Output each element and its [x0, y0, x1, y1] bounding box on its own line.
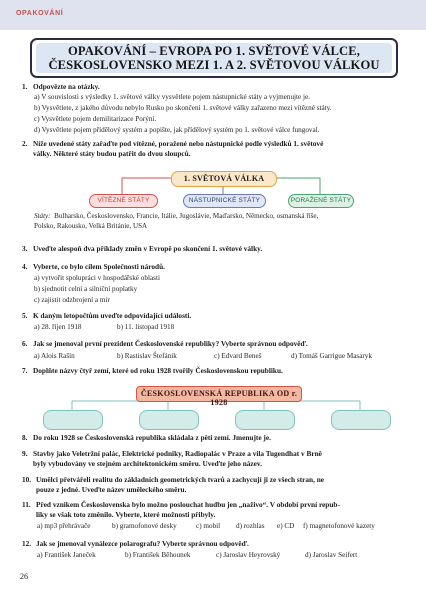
question-text-line-2: pouze z jedné. Uveďte název uměleckého směru.: [36, 485, 187, 494]
question-text-line-1: Umělci přetvářeli realitu do základních geometrických tvarů a zachycují ji ze všech stran, ne: [36, 475, 325, 484]
question-text-line-2: války. Některé státy budou patřit do dvou sloupců.: [33, 149, 191, 158]
q4-option-c: c) zajistit odzbrojení a mír: [34, 296, 110, 304]
question-number: 11.: [22, 500, 31, 509]
question-number: 5.: [22, 311, 28, 320]
q12-option-b: b) František Běhounek: [125, 551, 191, 559]
connector-winners: [122, 178, 171, 194]
question-text-line-1: Stavby jako Veletržní palác, Elektrické podniky, Radiopalác v Praze a vila Tugendhat v Brně: [33, 449, 322, 458]
question-number: 12.: [22, 539, 32, 548]
region-answer-box-1[interactable]: [43, 410, 103, 430]
question-number: 4.: [22, 262, 28, 271]
czechoslovakia-box: [136, 386, 302, 407]
question-text: Vyberte, co bylo cílem Společnosti národů.: [33, 262, 165, 271]
question-number: 9.: [22, 449, 28, 458]
question-text-line-1: Před vznikem Československa bylo možno poslouchat hudbu jen „naživo“. V období první repub-: [36, 500, 340, 509]
q1-item-b: b) Vysvětlete, z jakého důvodu nebylo Rusko po skončení 1. světové války zařazeno mezi vítězné státy.: [34, 104, 332, 112]
q5-option-a: a) 28. říjen 1918: [34, 323, 82, 331]
czechoslovakia-box-label: ČESKOSLOVENSKÁ REPUBLIKA OD r. 1928: [140, 389, 298, 407]
question-text-line-2: liky se však toto změnilo. Vyberte, které možnosti přibyly.: [36, 510, 216, 519]
q6-option-a: a) Alois Rašín: [34, 352, 75, 360]
question-text-line-1: Níže uvedené státy zařaďte pod vítězné, poražené nebo nástupnické podle výsledků 1. světové: [33, 139, 324, 148]
q12-option-a: a) František Janeček: [37, 551, 96, 559]
question-text-line-2: byly vybudovány ve stejném architektonickém směru. Uveďte jeho název.: [33, 459, 262, 468]
question-text: Uveďte alespoň dva příklady změn v Evropě po skončení 1. světové války.: [33, 244, 263, 253]
question-text: Jak se jmenoval vynálezce polarografu? Vyberte správnou odpověď.: [36, 539, 249, 548]
question-text: Odpovězte na otázky.: [33, 82, 100, 91]
q6-option-d: d) Tomáš Garrigue Masaryk: [291, 352, 372, 360]
q6-option-c: c) Edvard Beneš: [214, 352, 262, 360]
successors-box: NÁSTUPNICKÉ STÁTY: [183, 194, 266, 208]
question-text: K daným letopočtům uveďte odpovídající události.: [33, 311, 192, 320]
q6-option-b: b) Rastislav Štefánik: [117, 352, 177, 360]
region-answer-box-2[interactable]: [139, 410, 199, 430]
question-number: 10.: [22, 475, 32, 484]
q11-option-c: c) mobil: [196, 522, 221, 530]
question-number: 1.: [22, 82, 28, 91]
question-number: 8.: [22, 433, 28, 442]
page-title-line-2: ČESKOSLOVENSKO MEZI 1. A 2. SVĚTOVOU VÁLKOU: [48, 58, 380, 72]
states-line-1: Bulharsko, Československo, Francie, Itálie, Jugoslávie, Maďarsko, Německo, osmanská říše,: [54, 212, 319, 220]
q12-option-d: d) Jaroslav Seifert: [305, 551, 358, 559]
question-text: Jak se jmenoval první prezident Československé republiky? Vyberte správnou odpověď.: [33, 339, 308, 348]
q12-option-c: c) Jaroslav Heyrovský: [216, 551, 281, 559]
region-answer-box-4[interactable]: [331, 410, 391, 430]
states-list: [34, 212, 396, 232]
q11-option-f: f) magnetofonové kazety: [303, 522, 375, 530]
q1-item-c: c) Vysvětlete pojem demilitarizace Porýní.: [34, 115, 157, 123]
states-label: Státy:: [34, 212, 51, 220]
q11-option-b: b) gramofonové desky: [112, 522, 177, 530]
question-text: Do roku 1928 se Československá republika skládala z pěti zemí. Jmenujte je.: [33, 433, 271, 442]
q4-option-b: b) sjednotit celní a silniční poplatky: [34, 285, 138, 293]
question-number: 3.: [22, 244, 28, 253]
q11-option-d: d) rozhlas: [236, 522, 265, 530]
question-number: 6.: [22, 339, 28, 348]
question-number: 2.: [22, 139, 28, 148]
question-number: 7.: [22, 366, 28, 375]
page-title-line-1: OPAKOVÁNÍ – EVROPA PO 1. SVĚTOVÉ VÁLCE,: [68, 44, 360, 58]
q1-item-d: d) Vysvětlete pojem přídělový systém a popište, jak přídělový systém po 1. světové válce fungoval.: [34, 126, 320, 134]
question-text: Doplňte názvy čtyř zemí, které od roku 1928 tvořily Československou republiku.: [33, 366, 283, 375]
wwi-center-box: 1. SVĚTOVÁ VÁLKA: [171, 171, 277, 187]
connector-losers: [275, 178, 320, 194]
winners-box: VÍTĚZNÉ STÁTY: [89, 194, 158, 208]
q5-option-b: b) 11. listopad 1918: [117, 323, 175, 331]
q11-option-e: e) CD: [277, 522, 295, 530]
region-answer-box-3[interactable]: [235, 410, 295, 430]
losers-box: PORAŽENÉ STÁTY: [288, 194, 354, 208]
q11-option-a: a) mp3 přehrávače: [37, 522, 91, 530]
q4-option-a: a) vytvořit spolupráci v hospodářské oblasti: [34, 274, 160, 282]
section-label: OPAKOVÁNÍ: [16, 10, 64, 17]
q1-item-a: a) V souvislosti s výsledky 1. světové války vysvětlete pojem nástupnické státy a vyjmenujte je.: [34, 93, 311, 101]
page-number: 26: [20, 572, 28, 581]
states-line-2: Polsko, Rakousko, Velká Británie, USA: [34, 221, 148, 230]
